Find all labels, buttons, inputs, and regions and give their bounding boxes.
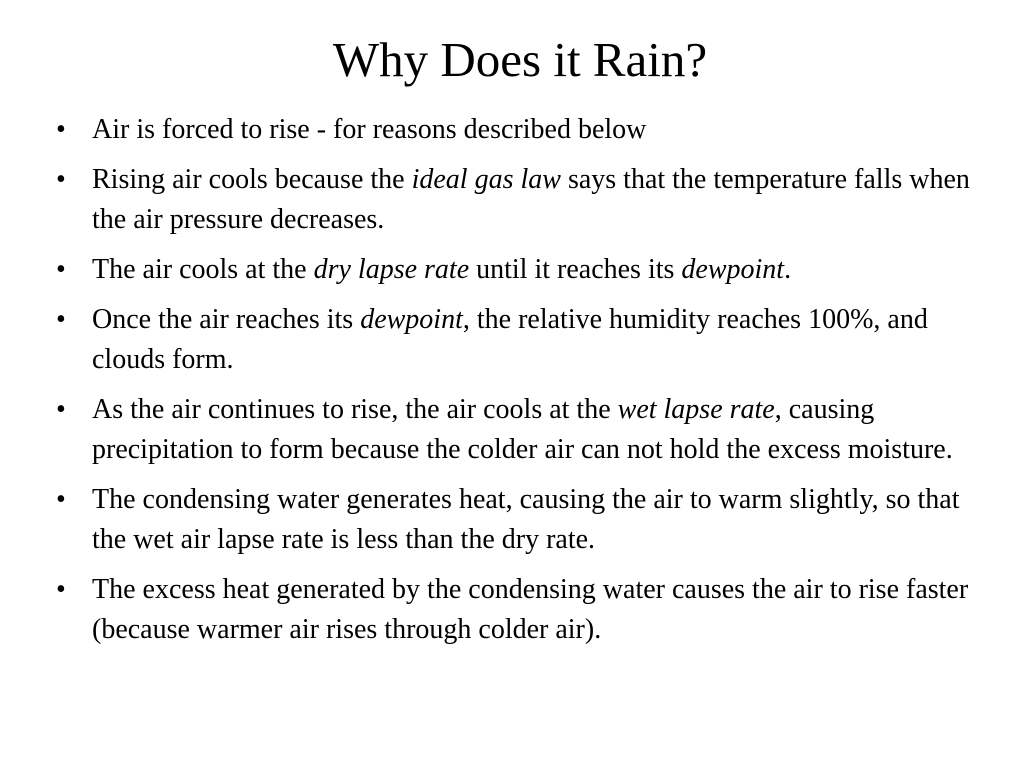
bullet-run: Air is forced to rise - for reasons described below (92, 114, 647, 145)
bullet-item (52, 300, 987, 380)
bullet-text (92, 254, 791, 285)
bullet-item (52, 160, 987, 240)
bullet-run: The excess heat generated by the condensing water causes the air to rise faster (because warmer air rises through colder air). (92, 574, 969, 645)
bullet-marker: • (56, 114, 66, 145)
bullet-item (52, 570, 987, 650)
bullet-emphasis: wet lapse rate (617, 394, 775, 425)
bullet-run: until it reaches its (469, 254, 682, 285)
bullet-text (92, 114, 646, 145)
slide-title: Why Does it Rain? (332, 32, 708, 87)
bullet-marker: • (56, 304, 66, 335)
bullet-marker: • (56, 164, 66, 195)
bullet-text (92, 484, 959, 555)
bullet-emphasis: ideal gas law (411, 164, 561, 195)
bullet-item (52, 480, 987, 560)
bullet-item (52, 390, 987, 470)
bullet-run: . (784, 254, 792, 285)
bullet-emphasis: dry lapse rate (313, 254, 470, 285)
bullet-emphasis: dewpoint (681, 254, 785, 285)
bullet-run: , causing precipitation to form because the colder air can not hold the excess moisture. (92, 394, 953, 465)
bullet-run: says that the temperature falls when the air pressure decreases. (92, 164, 970, 235)
bullet-text (92, 164, 970, 235)
bullet-run: As the air continues to rise, the air cools at the (92, 394, 618, 425)
bullet-marker: • (56, 394, 66, 425)
bullet-marker: • (56, 484, 66, 515)
bullet-run: Rising air cools because the (92, 164, 412, 195)
bullet-item (52, 250, 987, 290)
bullet-run: Once the air reaches its (92, 304, 361, 335)
bullet-run: The condensing water generates heat, causing the air to warm slightly, so that the wet air lapse rate is less than the dry rate. (92, 484, 960, 555)
bullet-text (92, 304, 928, 375)
bullet-emphasis: dewpoint (360, 304, 463, 335)
bullet-item (52, 110, 987, 150)
bullet-marker: • (56, 574, 66, 605)
bullet-list (52, 110, 987, 660)
bullet-text (92, 574, 968, 645)
bullet-run: The air cools at the (92, 254, 314, 285)
bullet-run: , the relative humidity reaches 100%, and clouds form. (92, 304, 928, 375)
bullet-marker: • (56, 254, 66, 285)
bullet-text (92, 394, 953, 465)
